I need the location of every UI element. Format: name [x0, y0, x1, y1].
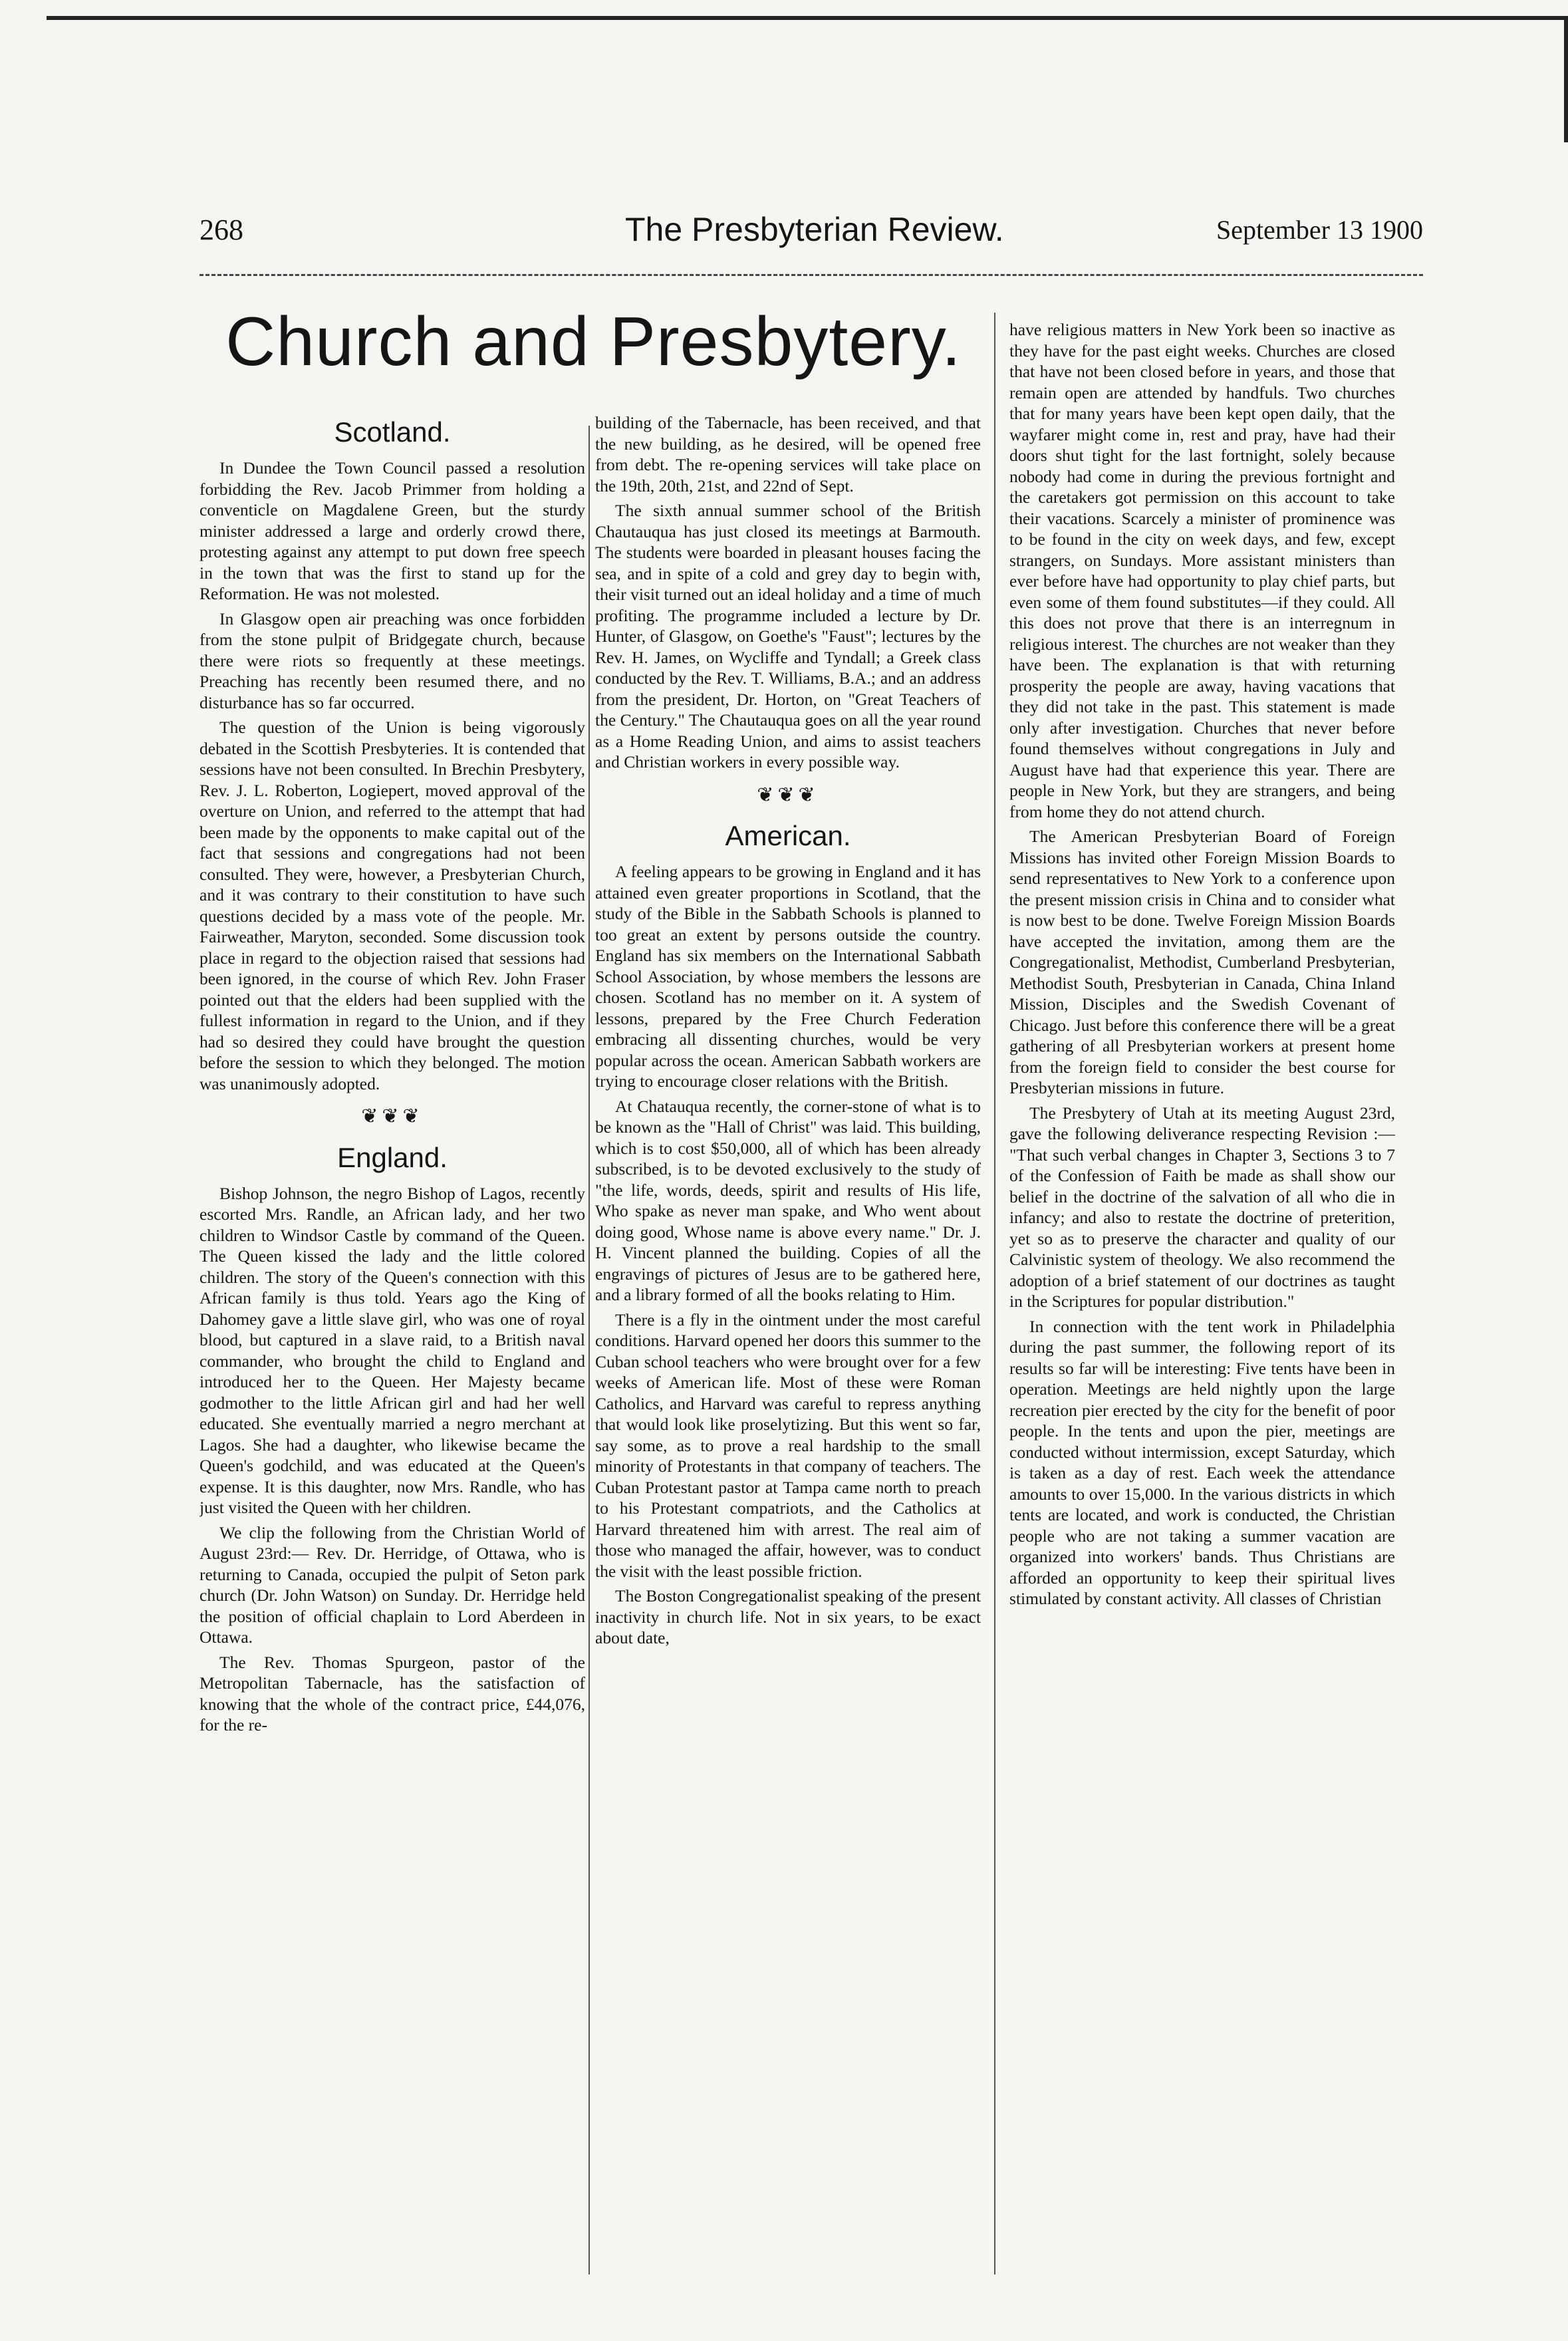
header-date: September 13 1900 [1216, 215, 1423, 245]
paragraph: The Rev. Thomas Spurgeon, pastor of the Metropolitan Tabernacle, has the satisfaction of knowing that the whole of the contract price, £44,076, for the re- [199, 1652, 585, 1734]
main-title: Church and Presbytery. [225, 303, 962, 380]
paragraph: In Dundee the Town Council passed a resolution forbidding the Rev. Jacob Primmer from holding a conventicle on Magdalene Green, but the sturdy minister addressed a large and orderly crowd there, protesting against any attempt to put down free speech in the town that was the first to stand up for the Reformation. He was not molested. [199, 458, 585, 603]
paragraph: Bishop Johnson, the negro Bishop of Lagos, recently escorted Mrs. Randle, an African lady, and her two children to Windsor Castle by command of the Queen. The Queen kissed the lady and the little colored children. The story of the Queen's connection with this African family is thus told. Years ago the King of Dahomey gave a little slave girl, who was one of royal blood, but captured in a slave raid, to a British naval commander, who brought the child to England and introduced her to the Queen. Her Majesty became godmother to the little African girl and had her well educated. She eventually married a negro merchant at Lagos. She had a daughter, who likewise became the Queen's godchild, and was educated at the Queen's expense. It is this daughter, now Mrs. Randle, who has just visited the Queen with her children. [199, 1183, 585, 1517]
page-header [199, 213, 1423, 259]
paragraph: In connection with the tent work in Philadelphia during the past summer, the following report of its results so far will be interesting: Five tents have been in operation. Meetings are held nightly upon the large recreation pier erected by the city for the benefit of poor people. In the tents and upon the pier, meetings are conducted without intermission, except Saturday, which is taken as a day of rest. Each week the attendance amounts to over 15,000. In the various districts in which tents are located, and work is conducted, the Christian people who are not taking a summer vacation are organized into workers' bands. Thus Christians are afforded an opportunity to keep their spiritual lives stimulated by constant activity. All classes of Christian [1009, 1316, 1395, 1608]
page-number: 268 [199, 213, 243, 246]
column-rule-2 [994, 313, 995, 2274]
section-heading-scotland: Scotland. [334, 416, 451, 448]
paragraph: The Presbytery of Utah at its meeting August 23rd, gave the following deliverance respecting Revision :— "That such verbal changes in Chapter 3, Sections 3 to 7 of the Confession of Faith be made as shall show our belief in the doctrine of the salvation of all who die in infancy; and also to restate the doctrine of preterition, yet so as to preserve the character and quality of our Calvinistic system of theology. We also recommend the adoption of a brief statement of our doctrines as taught in the Scriptures for popular distribution." [1009, 1103, 1395, 1311]
column-rule-1 [588, 426, 590, 2274]
paragraph: At Chatauqua recently, the corner-stone of what is to be known as the "Hall of Christ" was laid. This building, which is to cost $50,000, all of which has been already subscribed, is to be devoted exclusively to the study of "the life, words, deeds, spirit and results of His life, Who spake as never man spake, and Who went about doing good, Whose name is above every name." Dr. J. H. Vincent planned the building. Copies of all the engravings of pictures of Jesus are to be gathered here, and a library formed of all the books relating to Him. [595, 1096, 981, 1304]
section-heading-american: American. [725, 820, 851, 851]
section-ornament: ❦❦❦ [361, 1105, 424, 1127]
column-1 [199, 412, 585, 2341]
header-rule [199, 274, 1423, 276]
paragraph: A feeling appears to be growing in England and it has attained even greater proportions in Scotland, that the study of the Bible in the Sabbath Schools is planned to too great an extent by persons outside the country. England has six members on the International Sabbath School Association, by whose members the lessons are chosen. Scotland has no member on it. A system of lessons, prepared by the Free Church Federation embracing all dissenting churches, would be very popular across the ocean. American Sabbath workers are trying to encourage closer relations with the British. [595, 862, 981, 1091]
paragraph: The Boston Congregationalist speaking of the present inactivity in church life. Not in six years, to be exact about date, [595, 1586, 981, 1647]
paragraph: building of the Tabernacle, has been received, and that the new building, as he desired, will be opened free from debt. The re-opening services will take place on the 19th, 20th, 21st, and 22nd of Sept. [595, 413, 981, 495]
running-title: The Presbyterian Review. [625, 211, 1004, 248]
paragraph: The sixth annual summer school of the British Chautauqua has just closed its meetings at Barmouth. The students were boarded in pleasant houses facing the sea, and in spite of a cold and grey day to begin with, their visit turned out an ideal holiday and a time of much profiting. The programme included a lecture by Dr. Hunter, of Glasgow, on Goethe's "Faust"; lectures by the Rev. H. James, on Wycliffe and Tyndall; a Greek class conducted by the Rev. T. Williams, B.A.; and an address from the president, Dr. Horton, on "Great Teachers of the Century." The Chautauqua goes on all the year round as a Home Reading Union, and aims to assist teachers and Christian workers in every possible way. [595, 501, 981, 771]
paragraph: In Glasgow open air preaching was once forbidden from the stone pulpit of Bridgegate church, because there were riots so frequently at these meetings. Preaching has recently been resumed there, and no disturbance has so far occurred. [199, 609, 585, 712]
page-frame-top [47, 16, 1568, 20]
page-frame-right [1564, 16, 1568, 142]
paragraph: have religious matters in New York been so inactive as they have for the past eight weeks. Churches are closed that have not been closed before in years, and those that remain open are attended by handfuls. Two churches that for many years have been kept open daily, that the wayfarer might come in, rest and pray, have had their doors shut tight for the last fortnight, solely because nobody had come in during the previous fortnight and the caretakers got permission on this account to take their vacations. Scarcely a minister of prominence was to be found in the city on week days, and few, except strangers, on Sundays. More assistant ministers than ever before have had opportunity to play chief parts, but even some of them found substitutes—if they could. All this does not prove that there is an interregnum in religious interest. The churches are not weaker than they have been. The explanation is that with returning prosperity the people are away, having vacations that they did not take in the past. This statement is made only after investigation. Churches that never before found themselves without congregations in July and August have had that experience this year. There are people in New York, but they are strangers, and being from home they do not attend church. [1009, 320, 1395, 821]
paragraph: The American Presbyterian Board of Foreign Missions has invited other Foreign Mission Boards to send representatives to New York to a conference upon the present mission crisis in China and to consider what is now best to be done. Twelve Foreign Mission Boards have accepted the invitation, among them are the Congregationalist, Methodist, Cumberland Presbyterian, Methodist South, Presbyterian in Canada, China Inland Mission, Disciples and the Swedish Covenant of Chicago. Just before this conference there will be a great gathering of all Presbyterian workers at present home from the foreign field to consider the best course for Presbyterian missions in future. [1009, 827, 1395, 1097]
column-2 [595, 412, 981, 2341]
paragraph: There is a fly in the ointment under the most careful conditions. Harvard opened her doors this summer to the Cuban school teachers who were brought over for a few weeks of American life. Most of these were Roman Catholics, and Harvard was careful to repress anything that would look like proselytizing. But this went so far, say some, as to prove a real hardship to the small minority of Protestants in that company of teachers. The Cuban Protestant pastor at Tampa came north to preach to his Protestant compatriots, and the Catholics at Harvard threatened him with arrest. The real aim of those who managed the affair, however, was to conduct the visit with the least possible friction. [595, 1309, 981, 1581]
section-heading-england: England. [337, 1141, 448, 1173]
section-ornament: ❦❦❦ [757, 783, 819, 806]
paragraph: The question of the Union is being vigorously debated in the Scottish Presbyteries. It is contended that sessions have not been consulted. In Brechin Presbytery, Rev. J. L. Roberton, Logiepert, moved approval of the overture on Union, and referred to the attempt that had been made by the opponents to make capital out of the fact that sessions and congregations had not been consulted. They were, however, a Presbyterian Church, and it was contrary to their constitution to have such questions decided by a mass vote of the people. Mr. Fairweather, Maryton, seconded. Some discussion took place in regard to the objection raised that sessions had been ignored, in the course of which Rev. John Fraser pointed out that the elders had been supplied with the fullest information in regard to the Union, and if they had so desired they could have brought the question before the session to which they belonged. The motion was unanimously adopted. [199, 718, 585, 1093]
column-3 [1009, 319, 1395, 2248]
paragraph: We clip the following from the Christian World of August 23rd:— Rev. Dr. Herridge, of Ottawa, who is returning to Canada, occupied the pulpit of Seton park church (Dr. John Watson) on Sunday. Dr. Herridge held the position of official chaplain to Lord Aberdeen in Ottawa. [199, 1522, 585, 1647]
